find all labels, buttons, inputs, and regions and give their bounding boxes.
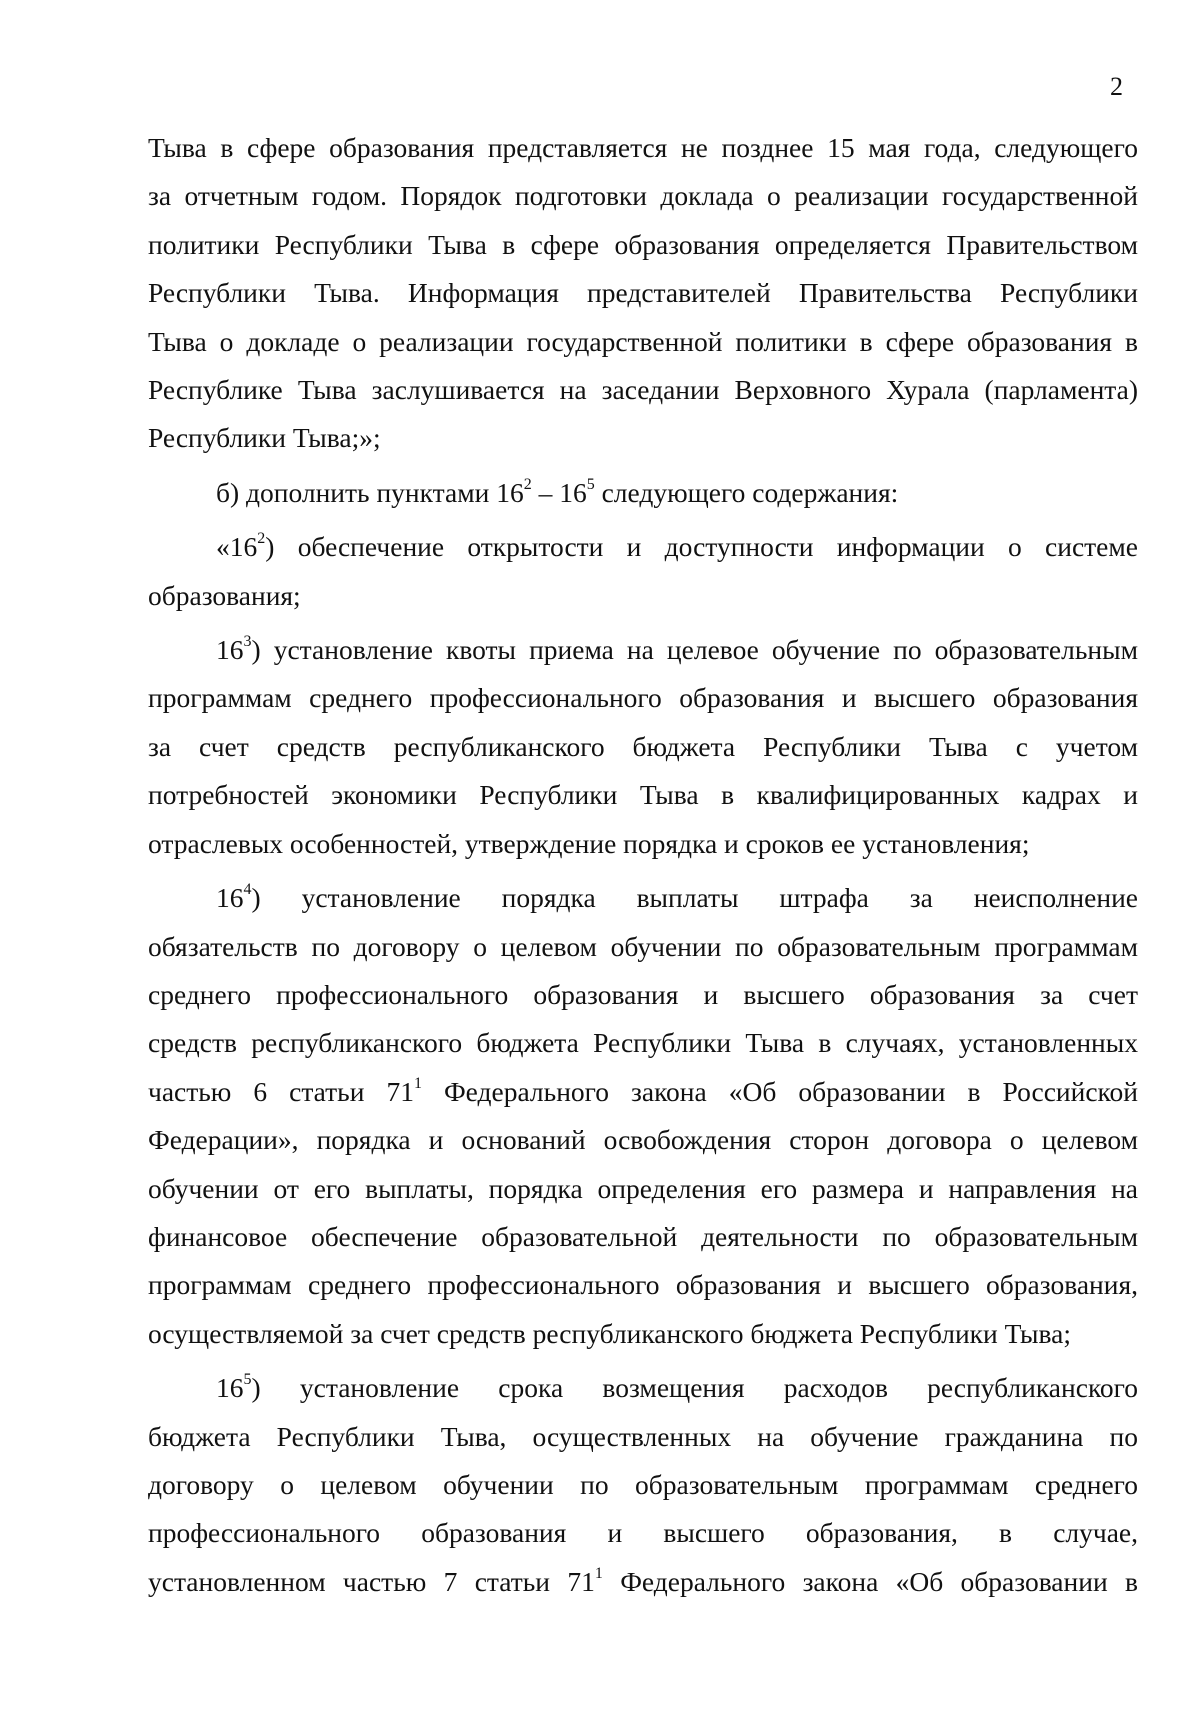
text-line: за отчетным годом. Порядок подготовки доклада о реализации государственной — [148, 180, 1138, 212]
superscript: 1 — [413, 1074, 422, 1092]
text-segment: 16 — [216, 1372, 244, 1404]
text-line: потребностей экономики Республики Тыва в квалифицированных кадрах и — [148, 779, 1138, 811]
text-segment: ) обеспечение открытости и доступности информации о системе — [265, 531, 1138, 563]
text-line: финансовое обеспечение образовательной деятельности по образовательным — [148, 1220, 1138, 1252]
text-segment: ) установление квоты приема на целевое обучение по образовательным — [251, 634, 1138, 666]
text-line — [148, 1364, 1138, 1412]
text-line: среднего профессионального образования и высшего образования за счет — [148, 978, 1138, 1010]
text-segment: «16 — [216, 531, 258, 563]
text-line — [148, 1068, 1138, 1116]
text-line: обязательств по договору о целевом обучении по образовательным программам — [148, 930, 1138, 962]
superscript: 3 — [243, 632, 252, 650]
superscript: 2 — [523, 475, 532, 493]
document-body — [148, 124, 1138, 1606]
text-line: Республики Тыва. Информация представителей Правительства Республики — [148, 277, 1138, 309]
text-line: образования; — [148, 579, 301, 611]
text-segment: следующего содержания: — [594, 476, 899, 508]
text-line: договору о целевом обучении по образовательным программам среднего — [148, 1468, 1138, 1500]
paragraph-report-deadline — [148, 124, 1138, 463]
text-segment: Федерального закона «Об образовании в Российской — [421, 1075, 1138, 1107]
superscript: 1 — [594, 1564, 603, 1582]
text-line: отраслевых особенностей, утверждение порядка и сроков ее установления; — [148, 827, 1030, 859]
text-line: Тыва в сфере образования представляется не позднее 15 мая года, следующего — [148, 132, 1138, 163]
text-line: профессионального образования и высшего образования, в случае, — [148, 1517, 1138, 1549]
text-line: Республике Тыва заслушивается на заседании Верховного Хурала (парламента) — [148, 374, 1138, 406]
text-segment: б) дополнить пунктами 16 — [216, 476, 524, 508]
superscript: 4 — [243, 880, 252, 898]
text-segment: установленном частью 7 статьи 71 — [148, 1565, 595, 1597]
text-line: за счет средств республиканского бюджета Республики Тыва с учетом — [148, 730, 1138, 762]
text-line: Республики Тыва;»; — [148, 422, 381, 454]
text-segment: ) установление срока возмещения расходов республиканского — [251, 1372, 1138, 1404]
text-segment: ) установление порядка выплаты штрафа за неисполнение — [251, 882, 1138, 914]
text-line: бюджета Республики Тыва, осуществленных на обучение гражданина по — [148, 1420, 1138, 1452]
paragraph-item-16-5 — [148, 1364, 1138, 1606]
page-number: 2 — [1110, 72, 1123, 101]
paragraph-amendment-intro — [148, 469, 1138, 517]
text-line — [148, 874, 1138, 922]
text-segment: частью 6 статьи 71 — [148, 1075, 414, 1107]
text-line: политики Республики Тыва в сфере образования определяется Правительством — [148, 228, 1138, 260]
superscript: 5 — [243, 1371, 252, 1388]
text-line: Федерации», порядка и оснований освобождения сторон договора о целевом — [148, 1124, 1138, 1156]
text-line — [148, 523, 1138, 571]
text-segment: – 16 — [531, 476, 587, 508]
text-line — [148, 626, 1138, 674]
paragraph-item-16-2 — [148, 523, 1138, 620]
text-line: Тыва о докладе о реализации государственной политики в сфере образования в — [148, 325, 1138, 357]
text-line: средств республиканского бюджета Республики Тыва в случаях, установленных — [148, 1027, 1138, 1059]
superscript: 2 — [257, 530, 266, 548]
paragraph-item-16-4 — [148, 874, 1138, 1358]
paragraph-item-16-3 — [148, 626, 1138, 868]
text-line: осуществляемой за счет средств республиканского бюджета Республики Тыва; — [148, 1317, 1071, 1349]
text-line: программам среднего профессионального образования и высшего образования — [148, 682, 1138, 714]
text-line — [148, 1558, 1138, 1606]
text-line: обучении от его выплаты, порядка определения его размера и направления на — [148, 1172, 1138, 1204]
text-segment: Федерального закона «Об образовании в — [602, 1565, 1138, 1597]
text-segment: 16 — [216, 634, 244, 666]
text-line: программам среднего профессионального образования и высшего образования, — [148, 1269, 1138, 1301]
text-segment: 16 — [216, 882, 244, 914]
superscript: 5 — [586, 475, 595, 493]
